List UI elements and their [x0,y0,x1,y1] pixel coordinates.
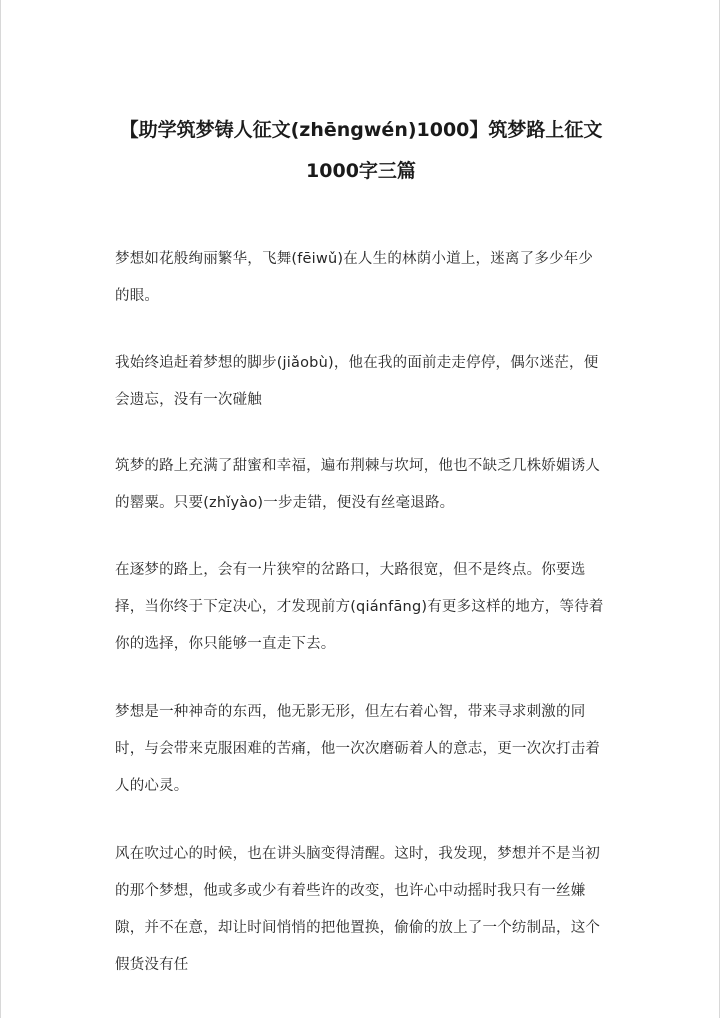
paragraph: 风在吹过心的时候，也在讲头脑变得清醒。这时，我发现，梦想并不是当初的那个梦想，他或多或少有着些许的改变，也许心中动摇时我只有一丝嫌隙，并不在意，却让时间悄悄的把他置换，偷偷的放上了一个纺制品，这个假货没有任 [115,846,601,973]
paragraph: 梦想如花般绚丽繁华，飞舞(fēiwǔ)在人生的林荫小道上，迷离了多少年少的眼。 [115,251,594,304]
document-body [115,241,607,1016]
paragraph: 梦想是一种神奇的东西，他无影无形，但左右着心智，带来寻求刺激的同时，与会带来克服困难的苦痛，他一次次磨砺着人的意志，更一次次打击着人的心灵。 [115,704,601,794]
document-title: 【助学筑梦铸人征文(zhēngwén)1000】筑梦路上征文1000字三篇 [119,119,603,182]
paragraph: 筑梦的路上充满了甜蜜和幸福，遍布荆棘与坎坷，他也不缺乏几株娇媚诱人的罂粟。只要(zhǐyào)一步走错，便没有丝毫退路。 [115,458,601,511]
paragraph: 在逐梦的路上，会有一片狭窄的岔路口，大路很宽，但不是终点。你要选择，当你终于下定决心，才发现前方(qiánfāng)有更多这样的地方，等待着你的选择，你只能够一直走下去。 [115,562,604,652]
paragraph: 我始终追赶着梦想的脚步(jiǎobù)，他在我的面前走走停停，偶尔迷茫，便会遗忘，没有一次碰触 [115,355,599,408]
